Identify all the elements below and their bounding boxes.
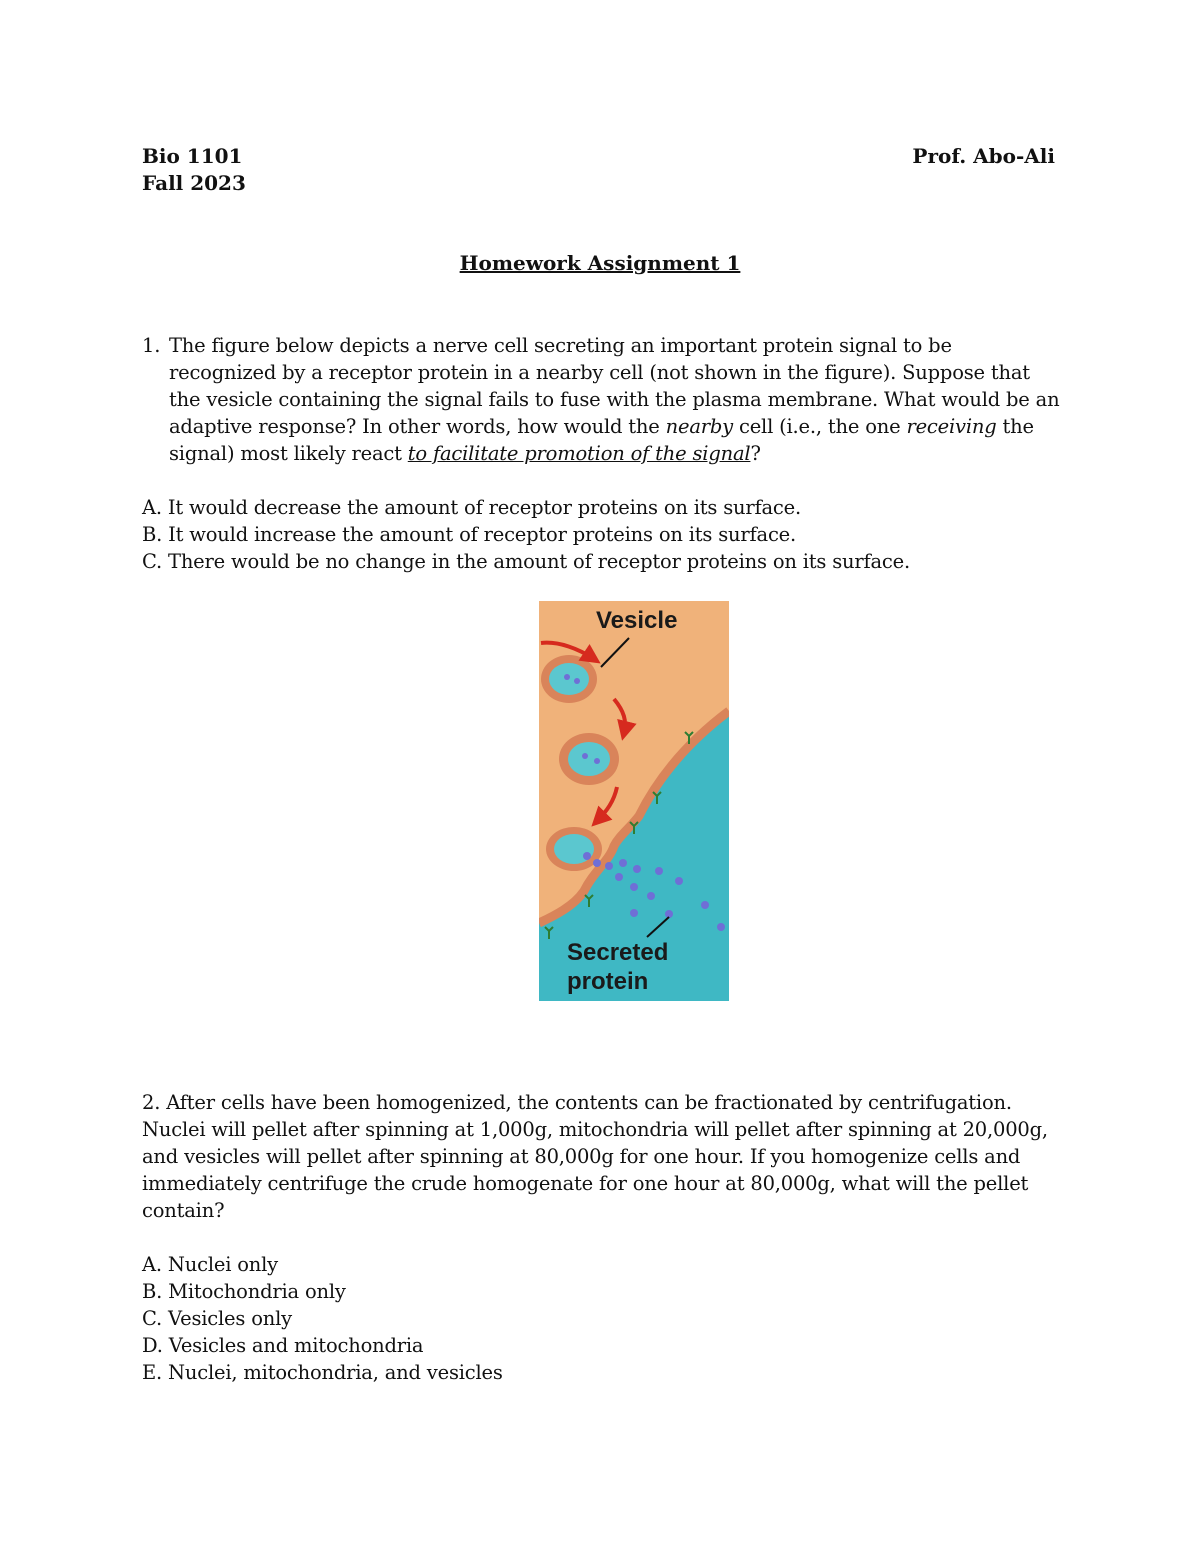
option-b: B. Mitochondria only [142,1280,346,1303]
secreted-label-line1: Secreted [567,939,669,966]
q1-text-part: The figure below depicts a nerve cell secreting an important protein signal to be recognized by a receptor protein in a nearby cell (not shown in the figure). Suppose that the vesicle containing the signal fails to fuse with the plasma membrane. What would be an adaptive response? In other words, how would the [169,334,1060,438]
question-2-options [142,1251,1062,1386]
q1-text-part: ? [750,442,761,465]
assignment-title: Homework Assignment 1 [459,251,741,275]
q1-emphasis-facilitate: to facilitate promotion of the signal [407,442,751,465]
course-header [142,143,246,197]
vesicle-label: Vesicle [596,607,678,634]
question-1-options [142,494,1062,575]
vesicle-2 [559,733,619,785]
vesicle-1 [541,655,597,703]
option-d: D. Vesicles and mitochondria [142,1334,424,1357]
q1-text-part: cell (i.e., the one [732,415,907,438]
secreted-label-line2: protein [567,968,649,995]
course-term: Fall 2023 [142,171,246,195]
vesicle-secretion-figure [539,601,729,1001]
question-1-text [169,332,1062,467]
option-e: E. Nuclei, mitochondria, and vesicles [142,1361,503,1384]
option-b: B. It would increase the amount of receptor proteins on its surface. [142,523,797,546]
course-code: Bio 1101 [142,144,243,168]
option-a: A. It would decrease the amount of receptor proteins on its surface. [142,496,801,519]
question-2-text: 2. After cells have been homogenized, the contents can be fractionated by centrifugation. Nuclei will pellet after spinning at 1,000g, mitochondria will pellet after spinning at 20,000g, and vesicles will pellet after spinning at 80,000g for one hour. If you homogenize cells and immediately centrifuge the crude homogenate for one hour at 80,000g, what will the pellet contain? [142,1091,1048,1222]
option-c: C. Vesicles only [142,1307,292,1330]
option-c: C. There would be no change in the amount of receptor proteins on its surface. [142,550,910,573]
question-1-number: 1. [142,334,161,357]
q1-emphasis-nearby: nearby [665,415,733,438]
professor-name: Prof. Abo-Ali [912,144,1055,168]
option-a: A. Nuclei only [142,1253,278,1276]
q1-emphasis-receiving: receiving [906,415,997,438]
question-1 [142,332,1062,467]
q1-text-part: the signal) most likely react [169,415,1034,465]
